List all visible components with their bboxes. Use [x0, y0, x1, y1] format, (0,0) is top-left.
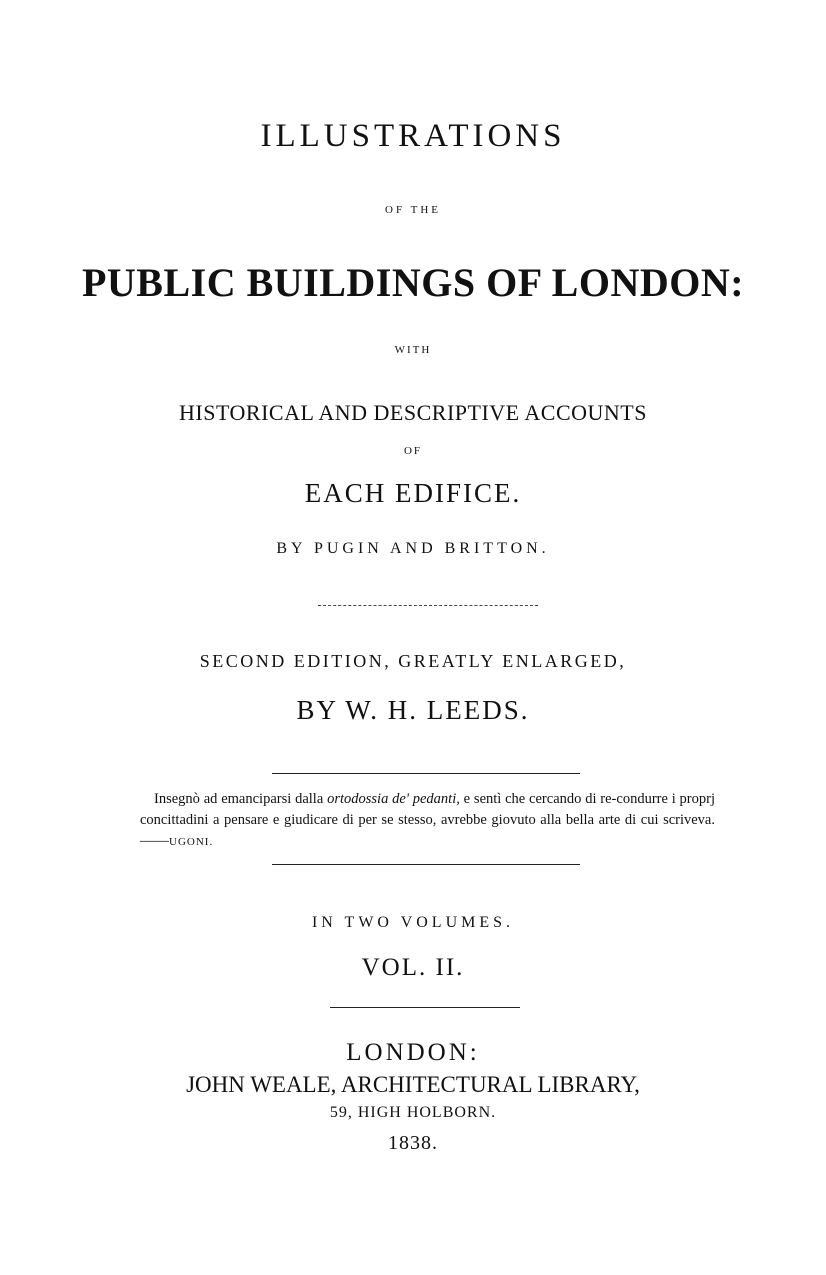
- editor-line: BY W. H. LEEDS.: [296, 695, 530, 725]
- volume-number: VOL. II.: [361, 954, 465, 981]
- title-main: PUBLIC BUILDINGS OF LONDON:: [81, 260, 745, 305]
- imprint-city: LONDON:: [346, 1039, 480, 1066]
- divider-rule: [272, 864, 580, 865]
- divider-rule: [318, 605, 538, 606]
- epigraph-attribution: UGONI.: [169, 836, 214, 848]
- imprint-address: 59, HIGH HOLBORN.: [329, 1104, 497, 1121]
- epigraph-text-cont: e sentì che cercando di re-condurre i proprj concittadini a pensare e giudicare di per se stesso, avrebbe giovuto alla bella arte di cui scriveva.——: [140, 791, 715, 849]
- imprint-year: 1838.: [388, 1132, 438, 1154]
- edition-line: SECOND EDITION, GREATLY ENLARGED,: [199, 651, 627, 671]
- authors: BY PUGIN AND BRITTON.: [276, 540, 550, 557]
- title-of-the: OF THE: [385, 204, 441, 216]
- title-illustrations: ILLUSTRATIONS: [260, 118, 566, 154]
- imprint-publisher: JOHN WEALE, ARCHITECTURAL LIBRARY,: [186, 1072, 640, 1097]
- title-of: OF: [403, 445, 423, 457]
- title-historical-accounts: HISTORICAL AND DESCRIPTIVE ACCOUNTS: [179, 400, 647, 425]
- epigraph: [140, 789, 715, 853]
- title-with: WITH: [394, 344, 432, 356]
- volumes-line: IN TWO VOLUMES.: [311, 914, 515, 931]
- divider-rule: [330, 1007, 520, 1008]
- epigraph-italic: ortodossia de' pedanti,: [327, 791, 460, 807]
- title-each-edifice: EACH EDIFICE.: [304, 478, 522, 508]
- divider-rule: [272, 773, 580, 774]
- epigraph-text: Insegnò ad emanciparsi dalla: [154, 791, 328, 807]
